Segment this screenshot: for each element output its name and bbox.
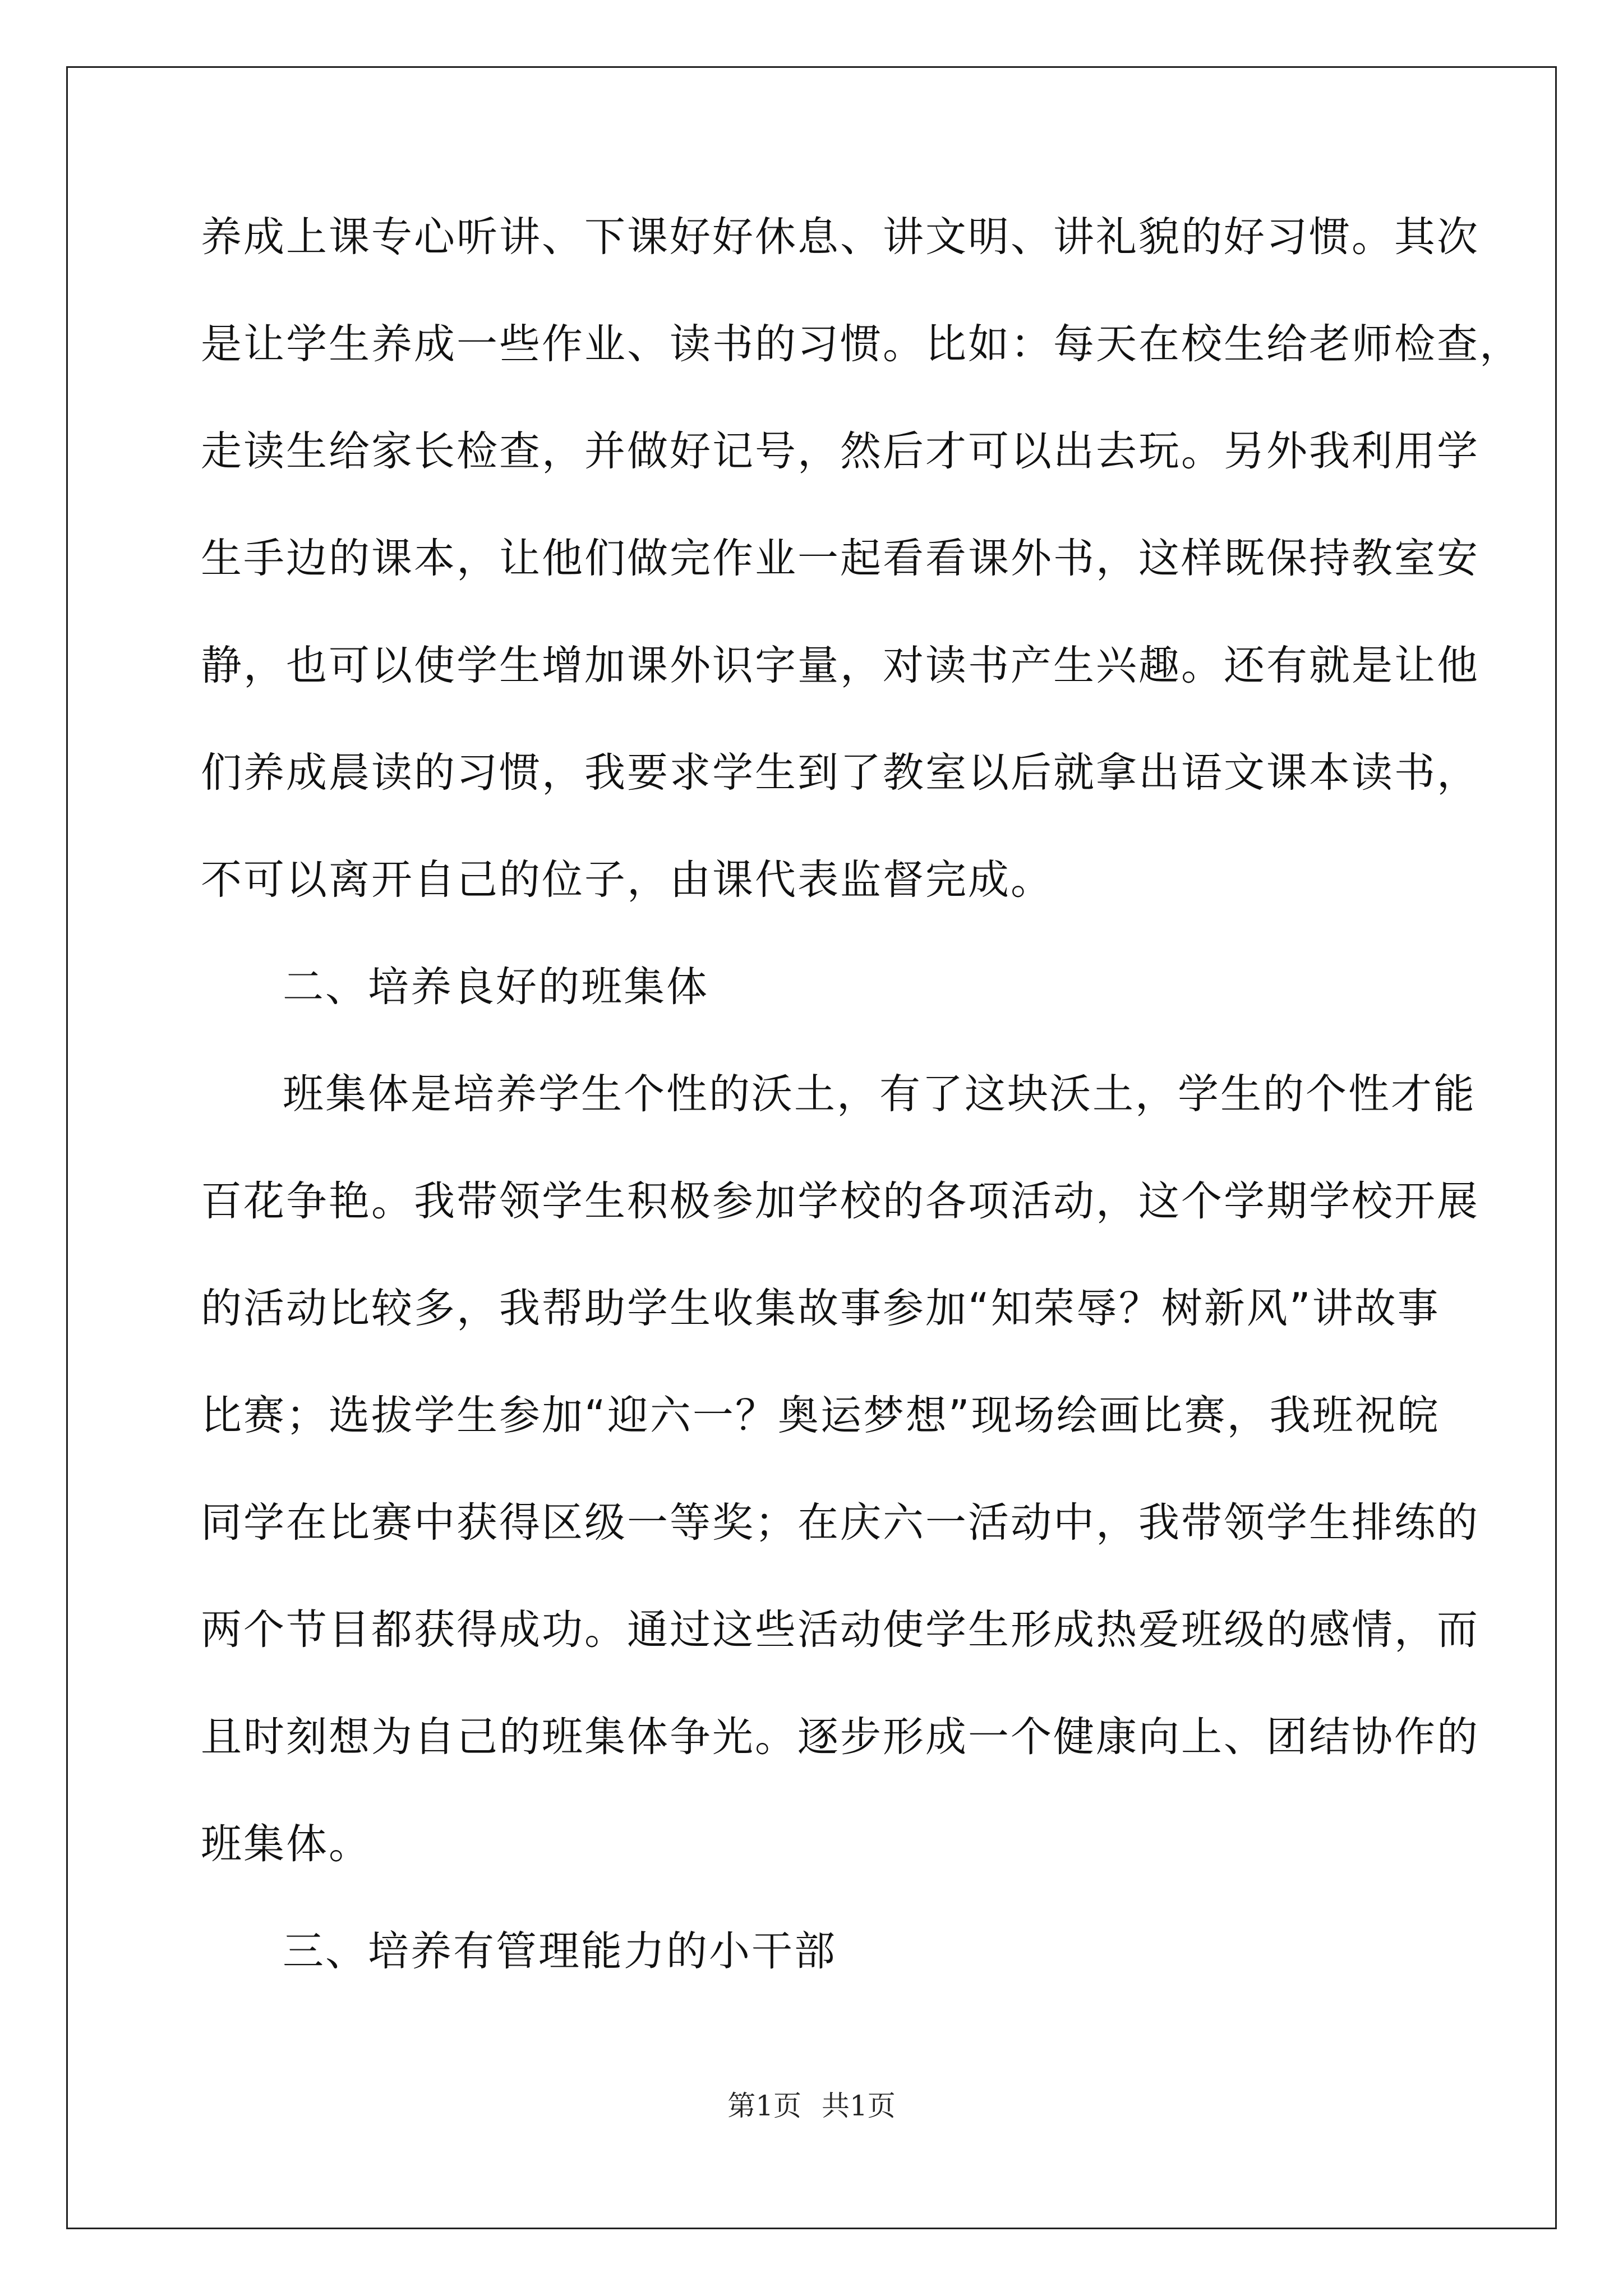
paragraph-line: 班集体是培养学生个性的沃土，有了这块沃土，学生的个性才能: [283, 1070, 1476, 1118]
paragraph-line: 班集体。: [201, 1820, 371, 1868]
paragraph-line: 比赛；选拔学生参加“迎六一？奥运梦想”现场绘画比赛，我班祝皖: [201, 1392, 1440, 1439]
paragraph-line: 不可以离开自己的位子，由课代表监督完成。: [201, 856, 1053, 904]
paragraph-line: 且时刻想为自己的班集体争光。逐步形成一个健康向上、团结协作的: [201, 1713, 1479, 1761]
section-heading: 三、培养有管理能力的小干部: [283, 1927, 837, 1975]
page-total: 共1页: [821, 2090, 896, 2122]
page-number: 第1页: [727, 2090, 802, 2122]
paragraph-line: 百花争艳。我带领学生积极参加学校的各项活动，这个学期学校开展: [201, 1177, 1479, 1225]
paragraph-line: 同学在比赛中获得区级一等奖；在庆六一活动中，我带领学生排练的: [201, 1499, 1479, 1547]
paragraph-line: 走读生给家长检查，并做好记号，然后才可以出去玩。另外我利用学: [201, 427, 1479, 475]
page-footer: [0, 2092, 1623, 2120]
paragraph-line: 的活动比较多，我帮助学生收集故事参加“知荣辱？树新风”讲故事: [201, 1285, 1440, 1332]
paragraph-line: 是让学生养成一些作业、读书的习惯。比如：每天在校生给老师检查，: [201, 320, 1522, 368]
paragraph-line: 静，也可以使学生增加课外识字量，对读书产生兴趣。还有就是让他: [201, 642, 1479, 689]
document-body: [201, 213, 1522, 2038]
section-heading: 二、培养良好的班集体: [283, 963, 709, 1011]
paragraph-line: 两个节目都获得成功。通过这些活动使学生形成热爱班级的感情，而: [201, 1606, 1479, 1654]
paragraph-line: 生手边的课本，让他们做完作业一起看看课外书，这样既保持教室安: [201, 535, 1479, 582]
paragraph-line: 们养成晨读的习惯，我要求学生到了教室以后就拿出语文课本读书，: [201, 749, 1479, 797]
paragraph-line: 养成上课专心听讲、下课好好休息、讲文明、讲礼貌的好习惯。其次: [201, 213, 1479, 261]
